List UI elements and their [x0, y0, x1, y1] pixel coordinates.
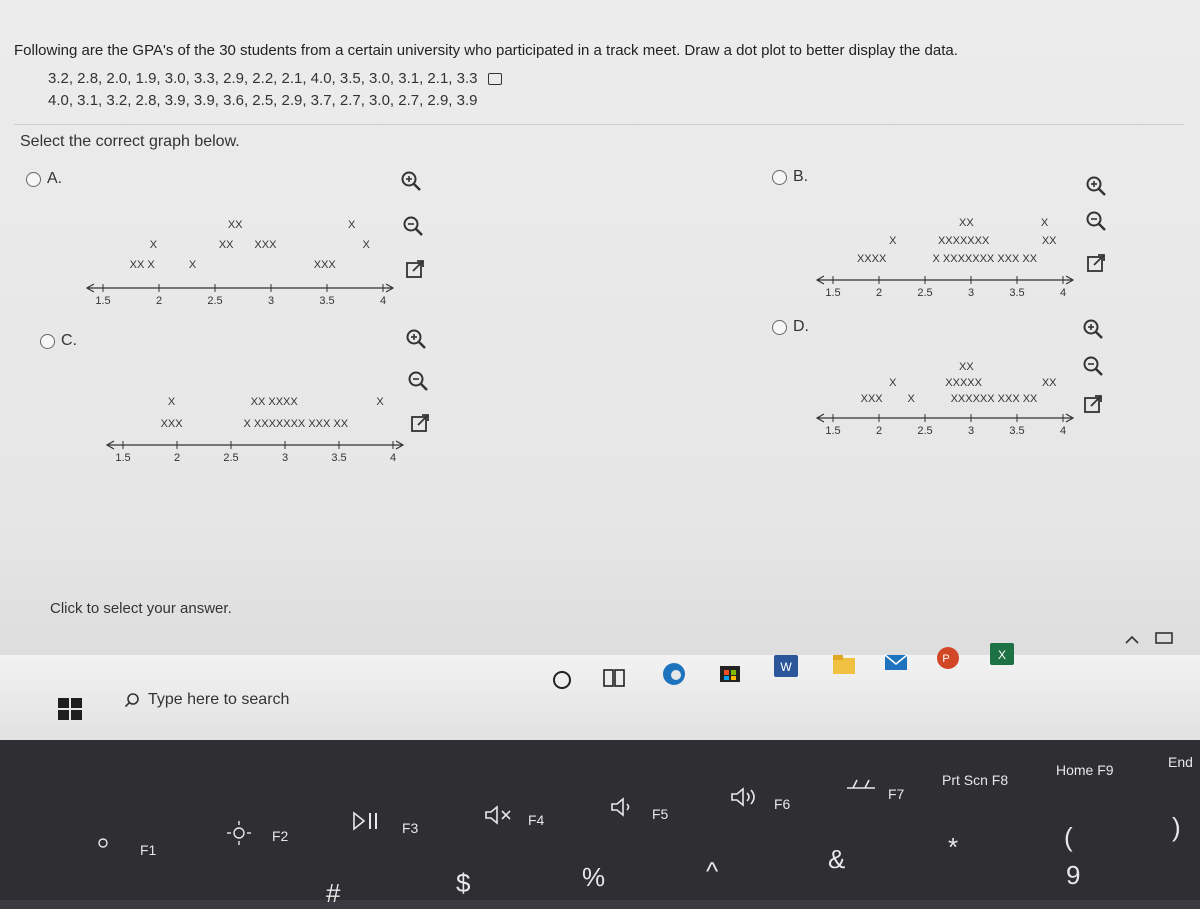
svg-text:W: W	[780, 660, 792, 674]
search-icon	[124, 692, 140, 708]
dot-plot-a	[85, 210, 395, 325]
zoom-out-icon[interactable]	[1082, 355, 1104, 377]
data-values-1: 3.2, 2.8, 2.0, 1.9, 3.0, 3.3, 2.9, 2.2, 2.1, 4.0, 3.5, 3.0, 3.1, 2.1, 3.3	[48, 70, 478, 87]
dot-plot-c-svg	[105, 385, 405, 475]
plot-mark: X	[376, 396, 384, 408]
tick-label: 2.5	[917, 425, 933, 437]
tick-label: 2	[875, 425, 883, 437]
mail-icon[interactable]	[882, 648, 910, 676]
dot-plot-c	[105, 385, 405, 480]
plot-mark: XXX	[254, 239, 277, 251]
plot-mark: X	[347, 219, 356, 231]
key-ampersand[interactable]: &	[828, 844, 846, 874]
key-close-paren[interactable]: )	[1172, 812, 1181, 842]
search-placeholder: Type here to search	[148, 691, 290, 708]
key-f7[interactable]: F7	[888, 786, 905, 802]
dot-plot-b-svg	[815, 210, 1075, 310]
store-icon[interactable]	[716, 657, 744, 685]
windows-start-icon[interactable]	[58, 698, 82, 720]
volume-down-icon[interactable]	[610, 796, 638, 818]
task-view-icon[interactable]	[600, 664, 628, 692]
option-a-label: A.	[47, 170, 63, 187]
plot-mark: XXX	[313, 259, 336, 271]
volume-up-icon[interactable]	[730, 786, 762, 808]
play-pause-icon[interactable]	[352, 810, 382, 832]
key-f6[interactable]: F6	[774, 796, 791, 812]
svg-text:P: P	[942, 653, 950, 665]
key-f4[interactable]: F4	[528, 812, 545, 828]
tick-label: 3	[967, 425, 975, 437]
plot-mark: XXXXX	[945, 377, 982, 389]
option-b[interactable]	[772, 168, 808, 186]
plot-mark: XXX	[160, 418, 183, 430]
excel-icon[interactable]	[988, 640, 1016, 668]
key-nine[interactable]: 9	[1066, 860, 1081, 890]
key-caret[interactable]: ^	[706, 856, 719, 886]
copy-data-icon[interactable]	[488, 73, 502, 85]
zoom-in-icon[interactable]	[405, 328, 427, 350]
plot-mark: X	[889, 235, 897, 247]
file-explorer-icon[interactable]	[830, 650, 858, 678]
zoom-in-icon[interactable]	[1082, 318, 1104, 340]
key-f5[interactable]: F5	[652, 806, 669, 822]
plot-mark: X	[149, 239, 158, 251]
popout-icon[interactable]	[1082, 393, 1104, 415]
plot-mark: XX	[218, 239, 234, 251]
plot-mark: XX	[1041, 235, 1057, 247]
option-a[interactable]	[26, 170, 62, 188]
key-f3[interactable]: F3	[402, 820, 419, 836]
tick-label: 2	[875, 287, 883, 299]
tick-label: 3	[967, 287, 975, 299]
tick-label: 4	[1059, 425, 1067, 437]
key-percent[interactable]: %	[582, 862, 606, 892]
zoom-in-icon[interactable]	[400, 170, 422, 192]
section-divider	[14, 124, 1184, 125]
key-asterisk[interactable]: *	[948, 832, 959, 862]
tick-label: 4	[389, 452, 397, 464]
radio-button-icon[interactable]	[26, 172, 41, 187]
svg-text:X: X	[997, 648, 1007, 662]
tick-label: 1.5	[95, 295, 111, 307]
tick-label: 3	[281, 452, 289, 464]
tick-label: 3.5	[331, 452, 347, 464]
edge-browser-icon[interactable]	[660, 660, 688, 688]
system-tray-chevron-icon[interactable]	[1118, 626, 1146, 654]
tick-label: 3.5	[319, 295, 335, 307]
plot-mark: XXXXXXX	[937, 235, 990, 247]
key-hash[interactable]: #	[326, 878, 341, 908]
plot-mark: X	[1040, 217, 1049, 229]
dot-plot-d-svg	[815, 360, 1075, 455]
tick-label: 2.5	[917, 287, 933, 299]
plot-mark: XXXXXX XXX XX	[950, 393, 1038, 405]
tick-label: 1.5	[115, 452, 131, 464]
zoom-out-icon[interactable]	[1085, 210, 1107, 232]
dot-plot-b	[815, 210, 1075, 315]
plot-mark: X	[167, 396, 176, 408]
plot-mark: XX	[1041, 377, 1057, 389]
key-end[interactable]: End	[1168, 754, 1193, 770]
zoom-out-icon[interactable]	[407, 370, 429, 392]
radio-button-icon[interactable]	[40, 334, 55, 349]
word-icon[interactable]	[772, 652, 800, 680]
dot-plot-a-svg	[85, 210, 395, 320]
plot-mark: X	[889, 377, 897, 389]
cortana-icon[interactable]	[548, 666, 576, 694]
plot-mark: X	[362, 239, 370, 251]
plot-mark: XXXX	[856, 253, 887, 265]
plot-mark: XX	[959, 361, 974, 373]
popout-icon[interactable]	[404, 258, 426, 280]
key-f2[interactable]: F2	[272, 828, 289, 844]
radio-button-icon[interactable]	[772, 320, 787, 335]
tick-label: 2.5	[207, 295, 223, 307]
key-dollar[interactable]: $	[456, 868, 471, 898]
tick-label: 2.5	[223, 452, 239, 464]
key-prtscn[interactable]: Prt Scn F8	[942, 772, 1009, 788]
tick-label: 2	[173, 452, 181, 464]
select-instruction: Select the correct graph below.	[20, 133, 240, 150]
tick-label: 4	[1059, 287, 1067, 299]
option-c[interactable]	[40, 332, 77, 350]
airplane-mode-icon[interactable]	[845, 776, 877, 794]
powerpoint-icon[interactable]	[934, 644, 962, 672]
plot-mark: X	[188, 259, 197, 271]
dot-plot-d	[815, 360, 1075, 460]
plot-mark: XX XXXX	[250, 396, 298, 408]
data-line-1	[48, 70, 502, 87]
plot-mark: X XXXXXXX XXX XX	[243, 418, 349, 430]
data-line-2: 4.0, 3.1, 3.2, 2.8, 3.9, 3.9, 3.6, 2.5, 2.9, 3.7, 2.7, 3.0, 2.7, 2.9, 3.9	[48, 92, 478, 109]
tick-label: 3.5	[1009, 425, 1025, 437]
tick-label: 3	[267, 295, 275, 307]
zoom-out-icon[interactable]	[402, 215, 424, 237]
mute-icon[interactable]	[484, 804, 514, 826]
popout-icon[interactable]	[409, 412, 431, 434]
tick-label: 1.5	[825, 425, 841, 437]
option-b-label: B.	[793, 168, 809, 185]
plot-mark: X XXXXXXX XXX XX	[932, 253, 1038, 265]
tick-label: 3.5	[1009, 287, 1025, 299]
question-prompt: Following are the GPA's of the 30 students from a certain university who participated in a track meet. Draw a dot plot to better display the data.	[14, 42, 958, 59]
plot-mark: X	[907, 393, 915, 405]
taskbar-search[interactable]	[110, 680, 524, 720]
tick-label: 2	[155, 295, 163, 307]
plot-mark: XX	[227, 219, 243, 231]
brightness-up-icon[interactable]	[226, 820, 252, 846]
key-f1[interactable]: F1	[140, 842, 157, 858]
popout-icon[interactable]	[1085, 252, 1107, 274]
key-open-paren[interactable]: (	[1064, 822, 1073, 852]
plot-mark: XXX	[860, 393, 883, 405]
click-to-select-hint: Click to select your answer.	[50, 600, 232, 617]
battery-icon[interactable]	[1150, 624, 1178, 652]
brightness-down-icon[interactable]	[92, 832, 114, 854]
radio-button-icon[interactable]	[772, 170, 787, 185]
option-d-label: D.	[793, 318, 809, 335]
tick-label: 1.5	[825, 287, 841, 299]
plot-mark: XX	[959, 217, 974, 229]
zoom-in-icon[interactable]	[1085, 175, 1107, 197]
plot-mark: XX X	[129, 259, 155, 271]
tick-label: 4	[379, 295, 387, 307]
key-home[interactable]: Home F9	[1056, 762, 1114, 778]
option-d[interactable]	[772, 318, 809, 336]
option-c-label: C.	[61, 332, 77, 349]
